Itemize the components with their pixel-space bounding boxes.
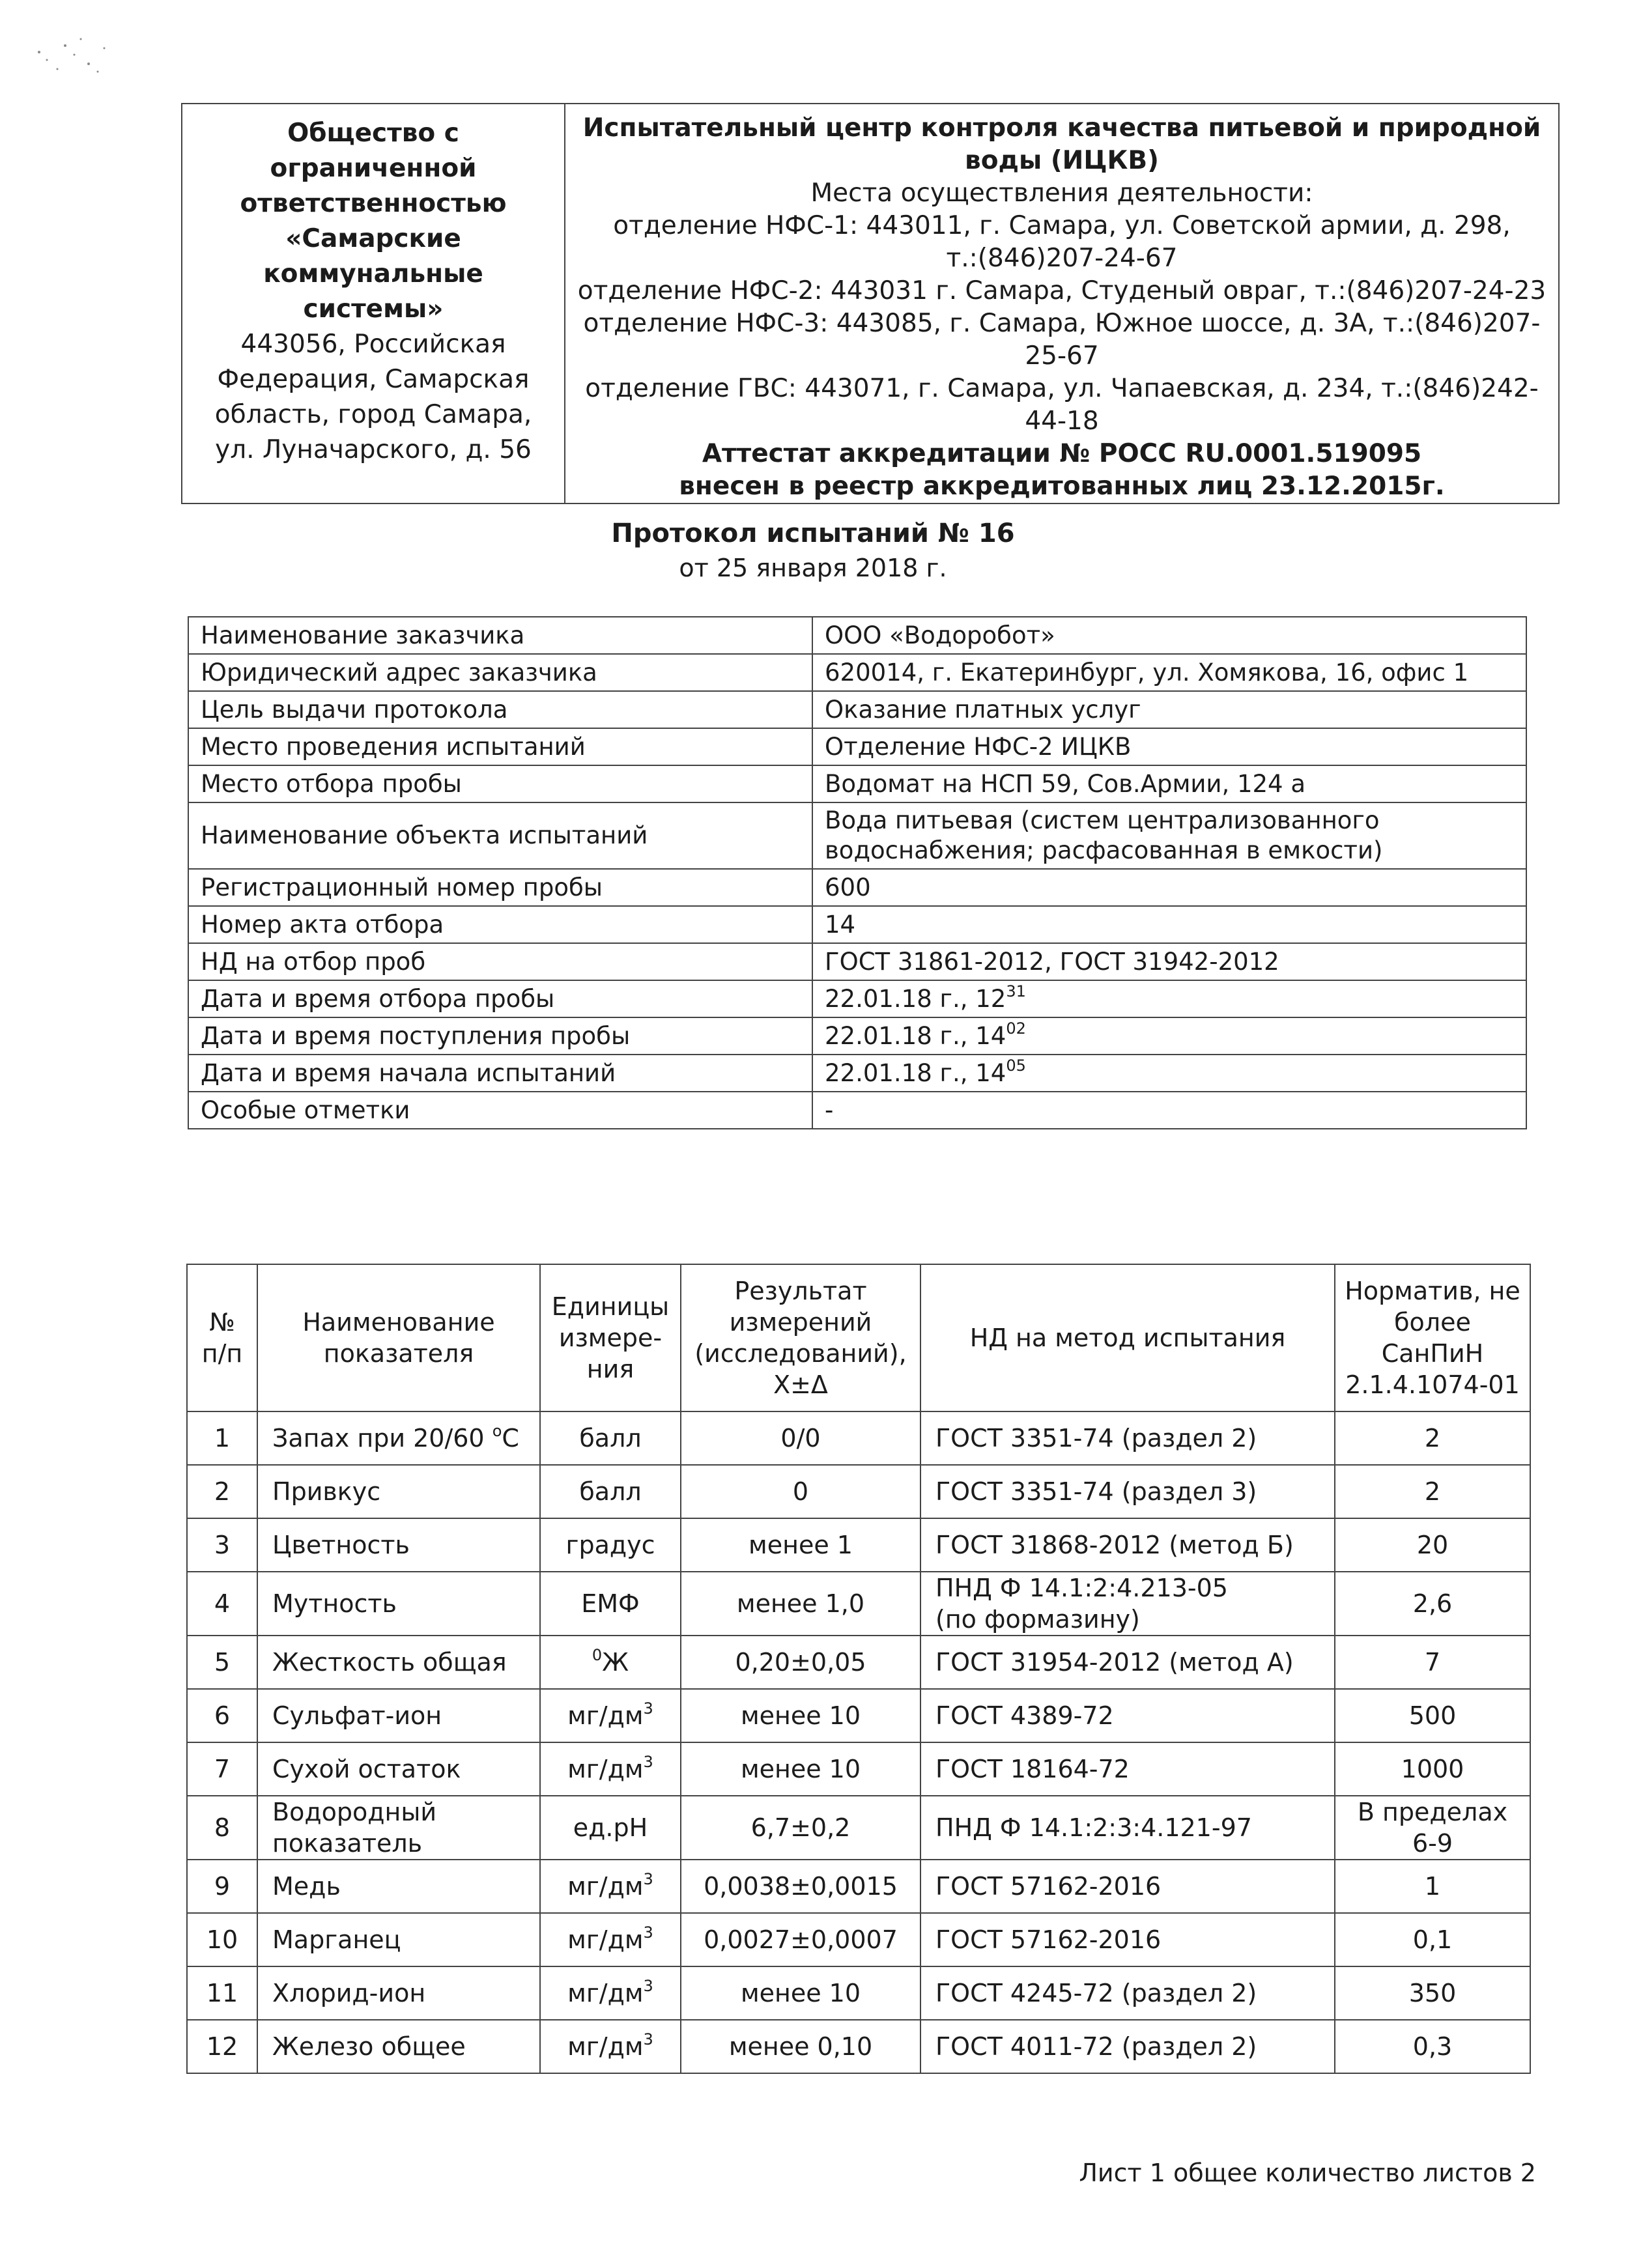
row-unit [540, 1913, 681, 1966]
row-result: 0/0 [681, 1411, 920, 1465]
time-minutes: 05 [1006, 1056, 1026, 1075]
row-method: ГОСТ 3351-74 (раздел 3) [920, 1465, 1335, 1518]
row-result: 0,20±0,05 [681, 1636, 920, 1689]
info-label: Цель выдачи протокола [188, 691, 812, 728]
header-num-line: № [209, 1308, 235, 1337]
info-label: Номер акта отбора [188, 906, 812, 943]
header-norm-line: более [1394, 1308, 1471, 1337]
info-row [188, 1017, 1526, 1055]
row-parameter-line: Водородный [272, 1798, 437, 1826]
time-minutes: 31 [1006, 982, 1026, 1000]
row-parameter: Сульфат-ион [257, 1689, 540, 1742]
row-method: ГОСТ 31868-2012 (метод Б) [920, 1518, 1335, 1572]
lab-branch: отделение НФС-3: 443085, г. Самара, Южное шоссе, д. 3А, т.:(846)207-25-67 [583, 309, 1541, 371]
row-norm: 2 [1335, 1411, 1530, 1465]
row-norm: 0,3 [1335, 2020, 1530, 2073]
info-label: Регистрационный номер пробы [188, 869, 812, 906]
info-value [812, 1017, 1526, 1055]
row-num: 7 [187, 1742, 257, 1796]
row-parameter [257, 1411, 540, 1465]
scan-speck [26, 26, 124, 85]
info-value [812, 980, 1526, 1017]
row-num: 3 [187, 1518, 257, 1572]
info-row [188, 906, 1526, 943]
organization-address-line: Федерация, Самарская [217, 365, 530, 394]
row-parameter: Хлорид-ион [257, 1966, 540, 2020]
cube-mark: 3 [643, 1923, 653, 1942]
row-method: ГОСТ 57162-2016 [920, 1913, 1335, 1966]
row-parameter-line: показатель [272, 1829, 423, 1858]
row-unit: балл [540, 1411, 681, 1465]
row-method: ПНД Ф 14.1:2:3:4.121-97 [920, 1796, 1335, 1860]
sample-info-table [188, 616, 1527, 1129]
lab-cell [565, 104, 1559, 503]
results-row [187, 1966, 1530, 2020]
info-label: Особые отметки [188, 1092, 812, 1129]
header-num-line: п/п [201, 1339, 243, 1368]
info-value: - [812, 1092, 1526, 1129]
row-unit: ед.pH [540, 1796, 681, 1860]
row-method: ГОСТ 4011-72 (раздел 2) [920, 2020, 1335, 2073]
row-norm: 1000 [1335, 1742, 1530, 1796]
header-result [681, 1264, 920, 1411]
row-result: 0,0027±0,0007 [681, 1913, 920, 1966]
accreditation-line: Аттестат аккредитации № РОСС RU.0001.519095 [702, 439, 1422, 468]
info-label: Дата и время отбора пробы [188, 980, 812, 1017]
organization-name-line: «Самарские [285, 224, 461, 253]
info-value: 14 [812, 906, 1526, 943]
info-value-text: 22.01.18 г., 14 [825, 1021, 1006, 1050]
row-unit-text: мг/дм [567, 1701, 644, 1730]
info-label: Дата и время поступления пробы [188, 1017, 812, 1055]
row-parameter [257, 1796, 540, 1860]
row-num: 2 [187, 1465, 257, 1518]
lab-places-label: Места осуществления деятельности: [810, 178, 1313, 208]
info-label: Наименование заказчика [188, 617, 812, 654]
info-value: ГОСТ 31861-2012, ГОСТ 31942-2012 [812, 943, 1526, 980]
protocol-date: от 25 января 2018 г. [679, 554, 947, 582]
row-result: менее 10 [681, 1966, 920, 2020]
cube-mark: 3 [643, 2030, 653, 2048]
organization-name-line: ответственностью [240, 189, 507, 218]
row-unit: ЕМФ [540, 1572, 681, 1636]
results-row [187, 1860, 1530, 1913]
header-result-line: Результат [734, 1277, 867, 1305]
header-num [187, 1264, 257, 1411]
row-result: менее 10 [681, 1689, 920, 1742]
row-method: ГОСТ 31954-2012 (метод А) [920, 1636, 1335, 1689]
info-row [188, 1092, 1526, 1129]
organization-name [194, 116, 552, 327]
header-norm-line: 2.1.4.1074-01 [1345, 1370, 1520, 1399]
row-method: ГОСТ 4389-72 [920, 1689, 1335, 1742]
info-row [188, 617, 1526, 654]
info-row [188, 691, 1526, 728]
results-row [187, 1796, 1530, 1860]
row-num: 10 [187, 1913, 257, 1966]
row-result: 0,0038±0,0015 [681, 1860, 920, 1913]
info-value: Водомат на НСП 59, Сов.Армии, 124 а [812, 765, 1526, 802]
header-unit-line: измере- [558, 1324, 663, 1352]
row-norm: 2,6 [1335, 1572, 1530, 1636]
info-value: 620014, г. Екатеринбург, ул. Хомякова, 16, офис 1 [812, 654, 1526, 691]
row-norm-line: В пределах [1357, 1798, 1508, 1826]
results-row [187, 1465, 1530, 1518]
row-method-line: (по формазину) [935, 1605, 1140, 1634]
row-result: менее 10 [681, 1742, 920, 1796]
info-value: 600 [812, 869, 1526, 906]
degree-mark: о [492, 1422, 502, 1440]
lab-title-line: Испытательный центр контроля качества питьевой и природной [582, 113, 1541, 143]
accreditation-line: внесен в реестр аккредитованных лиц 23.12.2015г. [679, 472, 1445, 501]
row-unit [540, 2020, 681, 2073]
info-value: ООО «Водоробот» [812, 617, 1526, 654]
results-row [187, 1913, 1530, 1966]
row-parameter: Привкус [257, 1465, 540, 1518]
row-unit-text: Ж [602, 1648, 629, 1677]
header-norm-line: СанПиН [1381, 1339, 1484, 1368]
cube-mark: 3 [643, 1977, 653, 1995]
header-result-line: измерений [729, 1308, 872, 1337]
lab-branch: отделение НФС-2: 443031 г. Самара, Студеный овраг, т.:(846)207-24-23 [577, 276, 1547, 305]
results-row [187, 1572, 1530, 1636]
row-norm-line: 6-9 [1412, 1829, 1453, 1858]
info-value-text: 22.01.18 г., 14 [825, 1058, 1006, 1087]
info-value: Отделение НФС-2 ИЦКВ [812, 728, 1526, 765]
organization-cell [182, 104, 565, 503]
row-unit: балл [540, 1465, 681, 1518]
row-num: 1 [187, 1411, 257, 1465]
info-value [812, 1055, 1526, 1092]
lab-title-line: воды (ИЦКВ) [965, 146, 1159, 175]
organization-name-line: системы» [303, 294, 444, 324]
info-value [812, 802, 1526, 869]
header-name-line: Наименование [302, 1308, 495, 1337]
row-norm: 500 [1335, 1689, 1530, 1742]
info-row [188, 943, 1526, 980]
lab-branch: отделение ГВС: 443071, г. Самара, ул. Чапаевская, д. 234, т.:(846)242-44-18 [585, 374, 1539, 436]
row-parameter: Цветность [257, 1518, 540, 1572]
organization-name-line: Общество с [287, 119, 459, 148]
row-result: менее 1 [681, 1518, 920, 1572]
organization-address-line: ул. Луначарского, д. 56 [215, 435, 532, 464]
row-num: 4 [187, 1572, 257, 1636]
results-row [187, 1689, 1530, 1742]
row-parameter: Марганец [257, 1913, 540, 1966]
cube-mark: 3 [643, 1870, 653, 1888]
row-unit [540, 1689, 681, 1742]
info-row [188, 869, 1526, 906]
row-result: 0 [681, 1465, 920, 1518]
row-parameter: Медь [257, 1860, 540, 1913]
row-unit [540, 1636, 681, 1689]
row-norm: 350 [1335, 1966, 1530, 2020]
info-value-line: Вода питьевая (систем централизованного [825, 806, 1380, 834]
row-method: ГОСТ 57162-2016 [920, 1860, 1335, 1913]
row-result: менее 0,10 [681, 2020, 920, 2073]
lab-branch: отделение НФС-1: 443011, г. Самара, ул. Советской армии, д. 298, [613, 211, 1511, 240]
info-label: Место отбора пробы [188, 765, 812, 802]
row-parameter: Жесткость общая [257, 1636, 540, 1689]
info-label: Дата и время начала испытаний [188, 1055, 812, 1092]
row-unit [540, 1742, 681, 1796]
row-parameter-unit: С [502, 1424, 519, 1453]
organization-name-line: коммунальные [263, 259, 483, 289]
row-num: 11 [187, 1966, 257, 2020]
protocol-title: Протокол испытаний № 16 [611, 518, 1015, 548]
organization-address [194, 327, 552, 468]
sheet-counter: Лист 1 общее количество листов 2 [1079, 2159, 1536, 2187]
info-label: Наименование объекта испытаний [188, 802, 812, 869]
row-norm: 2 [1335, 1465, 1530, 1518]
row-norm: 0,1 [1335, 1913, 1530, 1966]
row-num: 9 [187, 1860, 257, 1913]
header-result-line: X±Δ [773, 1370, 828, 1399]
info-row [188, 1055, 1526, 1092]
header-unit [540, 1264, 681, 1411]
time-minutes: 02 [1006, 1019, 1026, 1038]
row-norm: 1 [1335, 1860, 1530, 1913]
info-label: НД на отбор проб [188, 943, 812, 980]
row-norm: 20 [1335, 1518, 1530, 1572]
header-name-line: показателя [323, 1339, 474, 1368]
row-unit: градус [540, 1518, 681, 1572]
lab-branch: т.:(846)207-24-67 [946, 244, 1178, 273]
row-method: ГОСТ 3351-74 (раздел 2) [920, 1411, 1335, 1465]
row-unit [540, 1966, 681, 2020]
info-row [188, 980, 1526, 1017]
info-label: Юридический адрес заказчика [188, 654, 812, 691]
info-row [188, 802, 1526, 869]
row-result: 6,7±0,2 [681, 1796, 920, 1860]
info-label: Место проведения испытаний [188, 728, 812, 765]
cube-mark: 3 [643, 1699, 653, 1718]
header-unit-line: ния [586, 1355, 635, 1383]
results-row [187, 1518, 1530, 1572]
row-parameter: Железо общее [257, 2020, 540, 2073]
row-method: ГОСТ 18164-72 [920, 1742, 1335, 1796]
info-value-line: водоснабжения; расфасованная в емкости) [825, 836, 1383, 864]
results-row [187, 1742, 1530, 1796]
row-num: 6 [187, 1689, 257, 1742]
row-parameter: Мутность [257, 1572, 540, 1636]
header-unit-line: Единицы [551, 1292, 670, 1321]
results-row [187, 1636, 1530, 1689]
info-value: Оказание платных услуг [812, 691, 1526, 728]
row-method [920, 1572, 1335, 1636]
header-norm [1335, 1264, 1530, 1411]
row-parameter-text: Запах при 20/60 [272, 1424, 492, 1453]
info-row [188, 728, 1526, 765]
results-row [187, 2020, 1530, 2073]
row-norm [1335, 1796, 1530, 1860]
organization-address-line: область, город Самара, [214, 400, 532, 429]
header-method: НД на метод испытания [920, 1264, 1335, 1411]
row-unit-text: мг/дм [567, 1979, 644, 2007]
cube-mark: 3 [643, 1753, 653, 1771]
row-unit [540, 1860, 681, 1913]
row-parameter: Сухой остаток [257, 1742, 540, 1796]
row-unit-text: мг/дм [567, 1872, 644, 1901]
organization-name-line: ограниченной [270, 154, 477, 183]
header-norm-line: Норматив, не [1345, 1277, 1520, 1305]
info-value-text: 22.01.18 г., 12 [825, 984, 1006, 1013]
row-unit-text: мг/дм [567, 1755, 644, 1783]
row-num: 12 [187, 2020, 257, 2073]
results-row [187, 1411, 1530, 1465]
info-row [188, 654, 1526, 691]
row-unit-text: мг/дм [567, 2032, 644, 2061]
row-norm: 7 [1335, 1636, 1530, 1689]
row-result: менее 1,0 [681, 1572, 920, 1636]
row-method-line: ПНД Ф 14.1:2:4.213-05 [935, 1574, 1228, 1602]
row-unit-text: мг/дм [567, 1925, 644, 1954]
degree-mark: 0 [592, 1646, 603, 1664]
header-table [181, 103, 1560, 504]
row-num: 5 [187, 1636, 257, 1689]
info-row [188, 765, 1526, 802]
results-header-row [187, 1264, 1530, 1411]
row-method: ГОСТ 4245-72 (раздел 2) [920, 1966, 1335, 2020]
organization-address-line: 443056, Российская [240, 330, 506, 359]
row-num: 8 [187, 1796, 257, 1860]
header-name [257, 1264, 540, 1411]
results-table [186, 1264, 1531, 2074]
header-result-line: (исследований), [694, 1339, 907, 1368]
